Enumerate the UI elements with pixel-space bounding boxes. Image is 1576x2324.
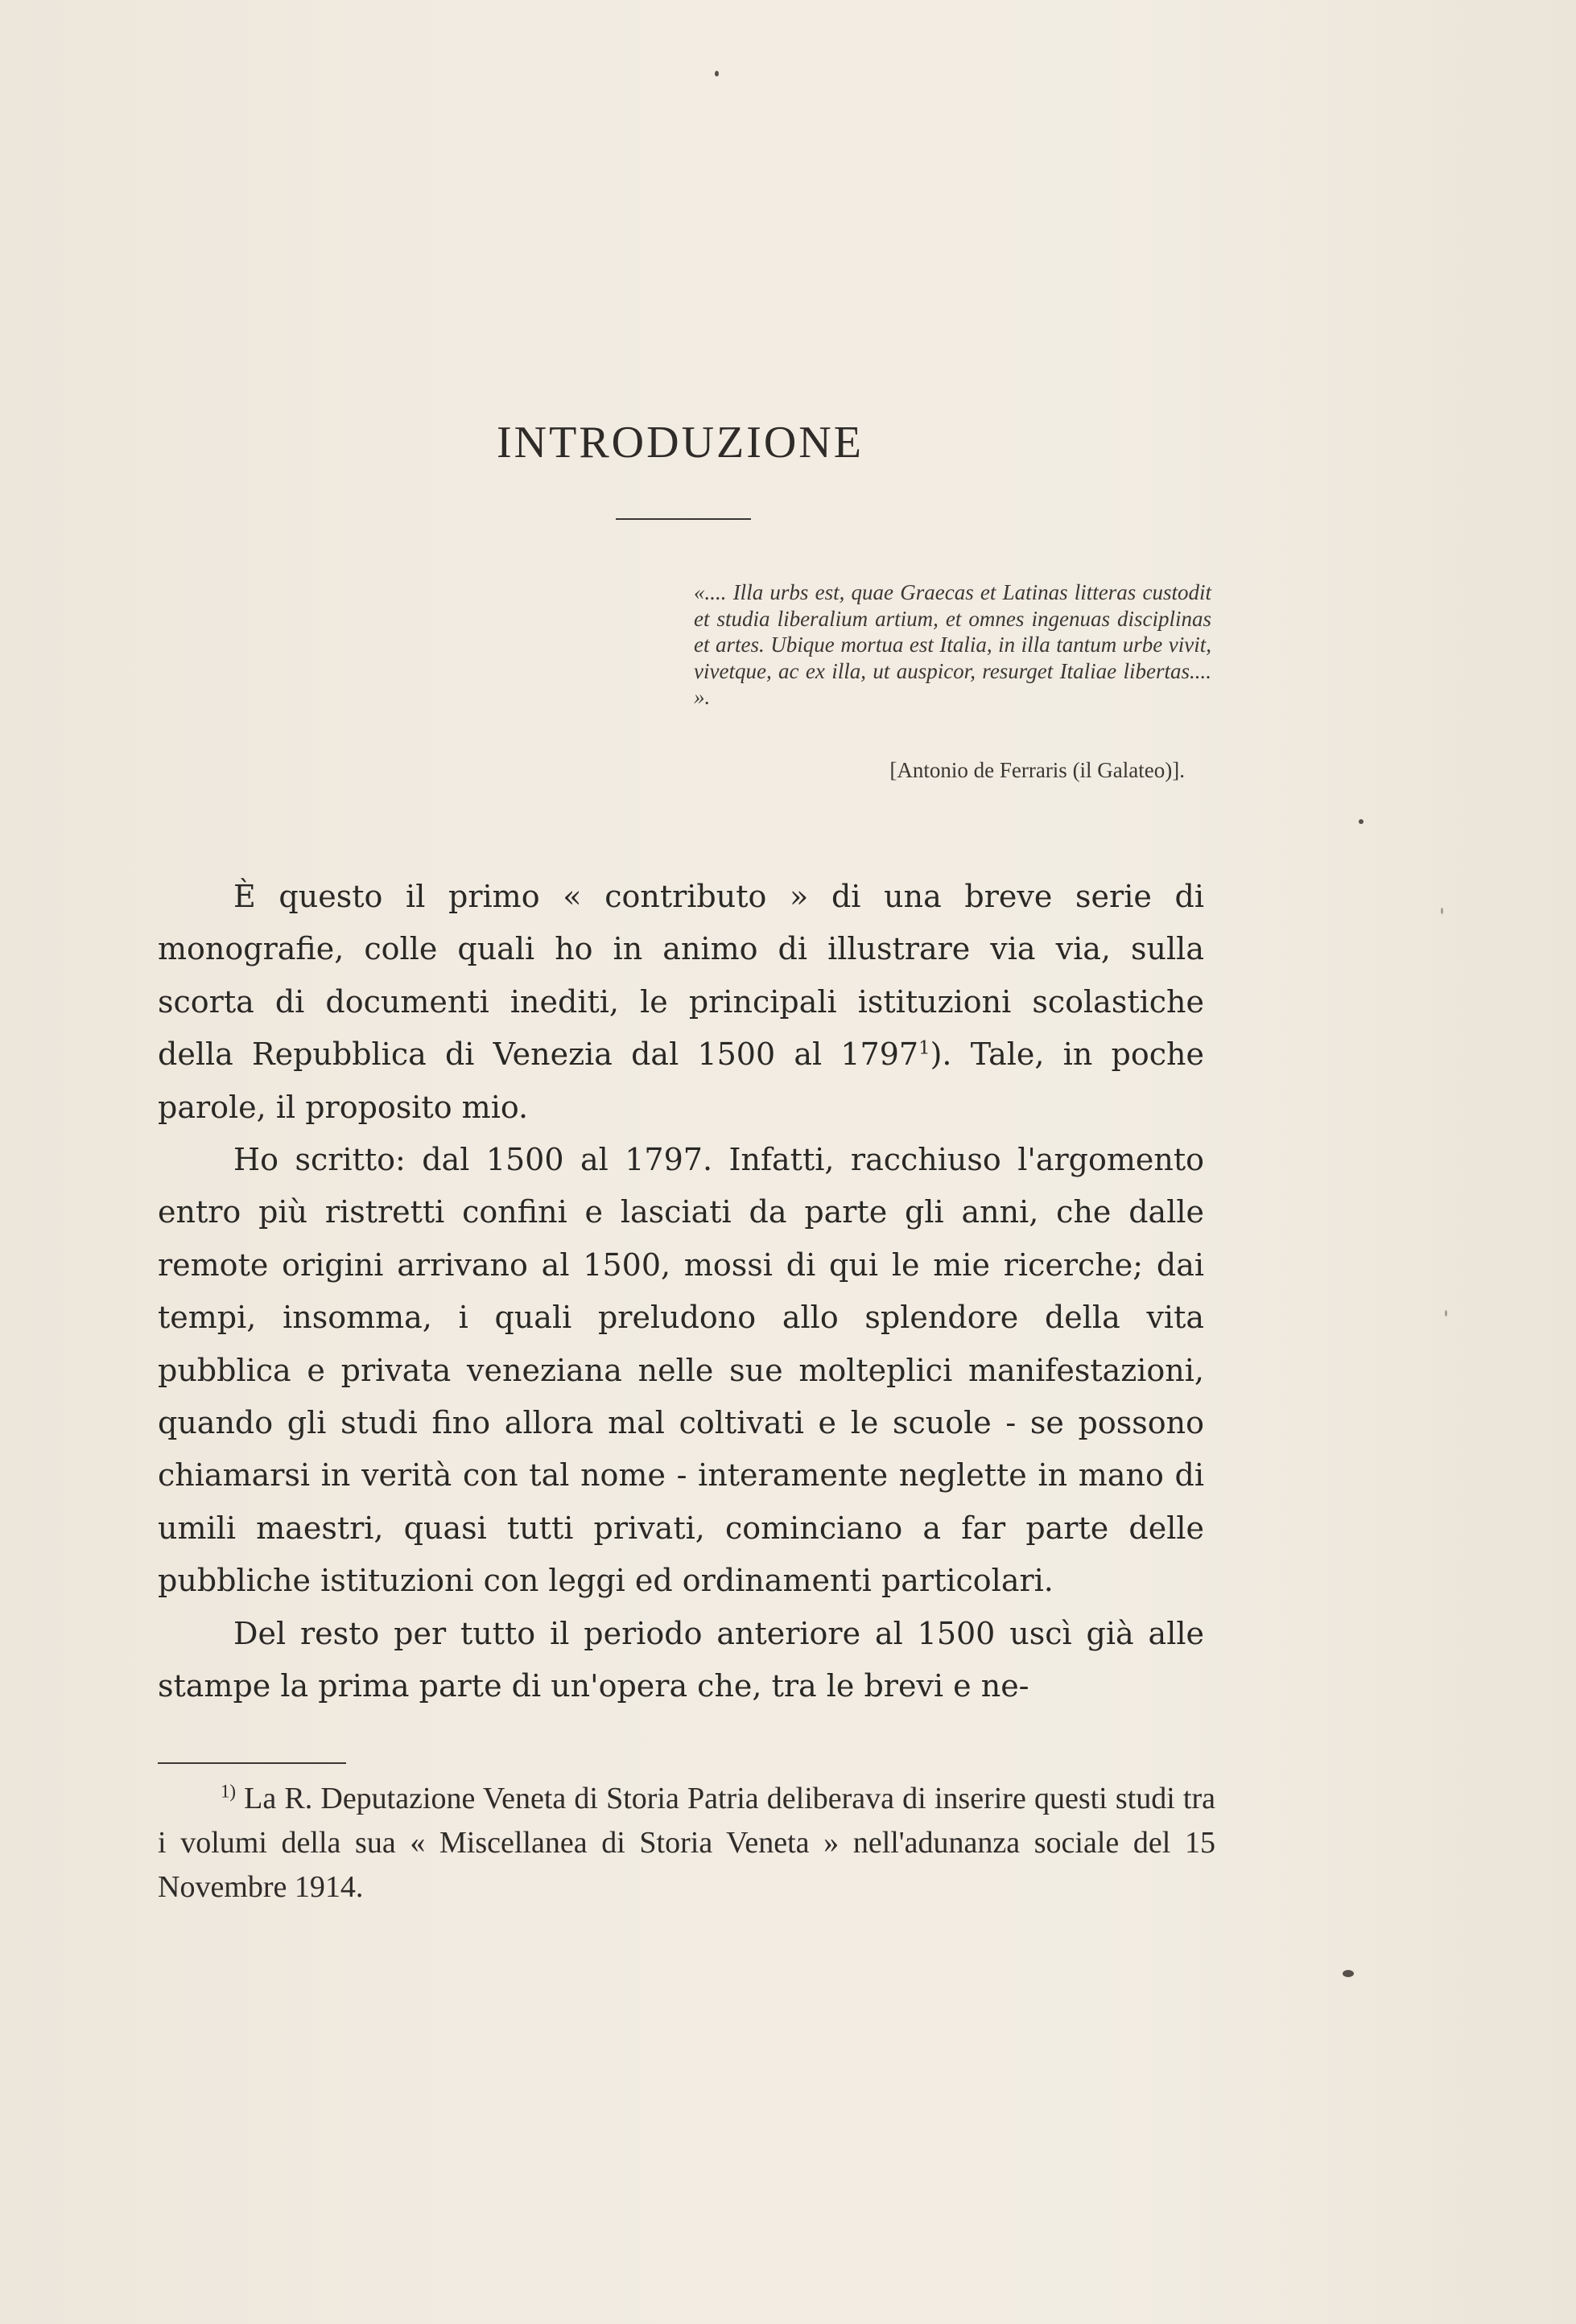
body-text xyxy=(158,871,1204,1713)
paper-speck xyxy=(1445,1310,1447,1317)
paragraph-3: Del resto per tutto il periodo anteriore al 1500 uscì già alle stampe la prima parte di un'opera che, tra le brevi e ne- xyxy=(158,1615,1204,1704)
paper-speck xyxy=(715,71,719,76)
page-title: INTRODUZIONE xyxy=(497,418,864,468)
paragraph-1 xyxy=(158,871,1204,1134)
paragraph-1-text-end: ). Tale, in poche parole, il proposito mio. xyxy=(158,1036,1204,1125)
footnote-marker: 1) xyxy=(221,1781,236,1802)
footnote-text: La R. Deputazione Veneta di Storia Patria deliberava di inserire questi studi tra i volumi della sua « Miscellanea di Storia Veneta » nell'adunanza sociale del 15 Novembre 1914. xyxy=(158,1782,1215,1904)
footnote-divider xyxy=(158,1762,346,1764)
epigraph-attribution: [Antonio de Ferraris (il Galateo)]. xyxy=(889,758,1185,782)
epigraph-quote: «.... Illa urbs est, quae Graecas et Latinas litteras custodit et studia liberalium artium, et omnes ingenuas disciplinas et artes. Ubique mortua est Italia, in illa tantum urbe vivit, vivetque, ac ex illa, ut auspicor, resurget Italiae libertas.... ». xyxy=(694,580,1211,709)
footnote xyxy=(158,1777,1215,1910)
paper-speck xyxy=(1359,819,1364,824)
paper-speck xyxy=(1343,1970,1354,1977)
paragraph-1-text: È questo il primo « contributo » di una breve serie di monografie, colle quali ho in animo di illustrare via via, sulla scorta di documenti inediti, le principali istituzioni scolastiche della Repubblica di Venezia dal 1500 al 1797 xyxy=(158,879,1204,1073)
title-divider xyxy=(616,518,751,520)
footnote-reference: 1 xyxy=(918,1037,930,1059)
paragraph-2: Ho scritto: dal 1500 al 1797. Infatti, racchiuso l'argomento entro più ristretti confini e lasciati da parte gli anni, che dalle remote origini arrivano al 1500, mossi di qui le mie ricerche; dai tempi, insomma, i quali preludono allo splendore della vita pubblica e privata veneziana nelle sue molteplici manifestazioni, quando gli studi fino allora mal coltivati e le scuole - se possono chiamarsi in verità con tal nome - interamente neglette in mano di umili maestri, quasi tutti privati, cominciano a far parte delle pubbliche istituzioni con leggi ed ordinamenti particolari. xyxy=(158,1142,1204,1599)
paper-speck xyxy=(1441,908,1443,914)
